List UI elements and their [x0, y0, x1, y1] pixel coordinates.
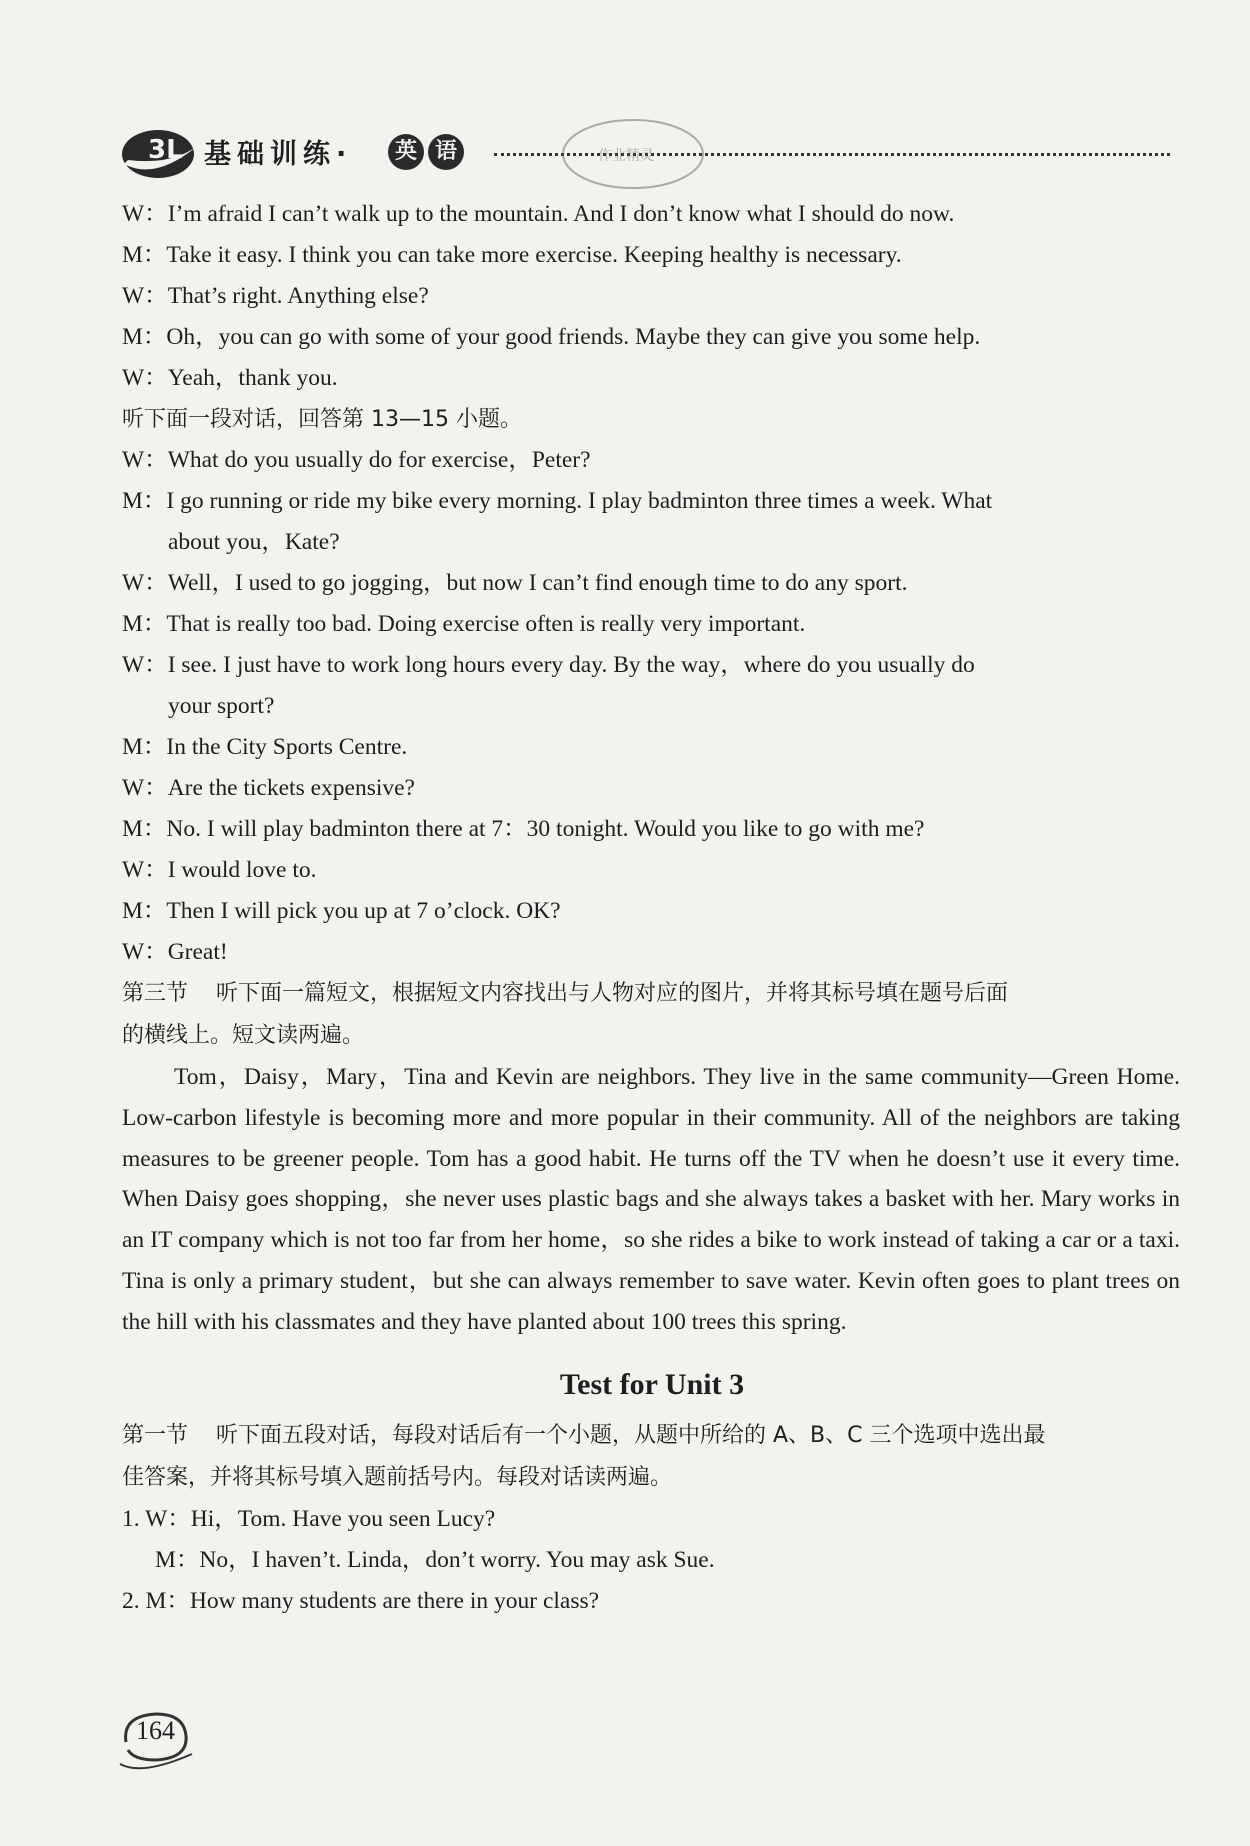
- dialogue-text: Then I will pick you up at 7 o’clock. OK?: [166, 898, 561, 924]
- dialogue-line: [122, 645, 1182, 686]
- dialogue-a: [122, 194, 1182, 399]
- speaker-label: M：: [155, 1546, 200, 1573]
- dialogue-text: In the City Sports Centre.: [166, 734, 408, 760]
- section1-instruction: [122, 1415, 1182, 1499]
- instruction-13-15: 听下面一段对话，回答第 13—15 小题。: [122, 407, 522, 432]
- question-line: [122, 1581, 1182, 1622]
- section3-instruction: [122, 973, 1182, 1057]
- dialogue-line: [122, 563, 1182, 604]
- dialogue-text: That is really too bad. Doing exercise often is really very important.: [166, 611, 806, 637]
- speaker-label: M：: [122, 242, 167, 268]
- speaker-label: W：: [122, 201, 168, 227]
- watermark-stamp-icon: [558, 114, 708, 194]
- logo-text: 3L: [148, 135, 183, 165]
- dialogue-text: How many students are there in your class?: [189, 1587, 600, 1614]
- speaker-label: M：: [122, 611, 167, 637]
- page-number-text: 164: [136, 1716, 175, 1745]
- speaker-label: M：: [145, 1587, 190, 1614]
- test-title: Test for Unit 3: [559, 1367, 745, 1401]
- dialogue-line: [122, 850, 1182, 891]
- dialogue-line: [122, 604, 1182, 645]
- dialogue-text: No，I haven’t. Linda，don’t worry. You may ask Sue.: [199, 1546, 715, 1573]
- stamp-text: 作业精灵: [598, 148, 654, 164]
- speaker-label: M：: [122, 816, 167, 842]
- subject-char-2: 语: [428, 134, 464, 170]
- page-number: [112, 1702, 204, 1776]
- dialogue-text: That’s right. Anything else?: [167, 283, 429, 309]
- dialogue-text: I go running or ride my bike every morning. I play badminton three times a week. What: [166, 488, 993, 514]
- dialogue-text: I’m afraid I can’t walk up to the mountain. And I don’t know what I should do now.: [167, 201, 955, 227]
- section-heading: 第一节: [122, 1422, 189, 1448]
- speaker-label: M：: [122, 324, 167, 350]
- question-number: 1.: [122, 1505, 140, 1532]
- subject-char-1: 英: [388, 134, 424, 170]
- series-title: 基础训练·: [204, 139, 353, 170]
- dialogue-line: [122, 276, 1182, 317]
- dialogue-line: [122, 440, 1182, 481]
- dialogue-line: [122, 235, 1182, 276]
- dialogue-line: [122, 481, 1182, 522]
- dialogue-line: [122, 891, 1182, 932]
- dialogue-text: Oh，you can go with some of your good friends. Maybe they can give you some help.: [166, 324, 981, 350]
- instruction-line-2: 佳答案，并将其标号填入题前括号内。每段对话读两遍。: [122, 1464, 673, 1490]
- speaker-label: W：: [145, 1505, 191, 1532]
- series-logo-icon: [118, 120, 210, 182]
- dialogue-continuation: your sport?: [168, 693, 275, 719]
- dialogue-line: [122, 809, 1182, 850]
- page-content: [122, 194, 1182, 1622]
- speaker-label: W：: [122, 939, 168, 965]
- speaker-label: W：: [122, 570, 168, 596]
- instruction-line-2: 的横线上。短文读两遍。: [122, 1023, 365, 1048]
- dialogue-text: No. I will play badminton there at 7：30 tonight. Would you like to go with me?: [166, 816, 925, 842]
- dialogue-line: [122, 317, 1182, 358]
- page-header: [118, 120, 1178, 190]
- instruction-line-1: 听下面五段对话，每段对话后有一个小题，从题中所给的 A、B、C 三个选项中选出最: [216, 1422, 1046, 1448]
- subject-badge: [388, 130, 472, 174]
- dialogue-line: [122, 727, 1182, 768]
- speaker-label: W：: [122, 775, 168, 801]
- speaker-label: W：: [122, 652, 168, 678]
- dialogue-text: I see. I just have to work long hours every day. By the way，where do you usually do: [167, 652, 975, 678]
- question-line: [122, 1540, 1182, 1581]
- dialogue-b: [122, 440, 1182, 973]
- speaker-label: M：: [122, 734, 167, 760]
- dialogue-text: Well，I used to go jogging，but now I can’t find enough time to do any sport.: [167, 570, 908, 596]
- dialogue-line: [122, 194, 1182, 235]
- speaker-label: W：: [122, 857, 168, 883]
- section-heading: 第三节: [122, 981, 189, 1006]
- dialogue-text: Great!: [167, 939, 228, 965]
- question-1: [122, 1499, 1182, 1581]
- speaker-label: M：: [122, 488, 167, 514]
- dialogue-text: I would love to.: [167, 857, 317, 883]
- passage: [122, 1057, 1180, 1343]
- dialogue-text: Hi，Tom. Have you seen Lucy?: [190, 1505, 496, 1532]
- dialogue-text: Yeah，thank you.: [167, 365, 338, 391]
- passage-text: Tom，Daisy，Mary，Tina and Kevin are neighbors. They live in the same community—Green Home. Low-carbon lifestyle is becoming more and more popular in their community. All of the neighbors are taking measures to be greener people. Tom has a good habit. He turns off the TV when he doesn’t use it every time. When Daisy goes shopping，she never uses plastic bags and she always takes a basket with her. Mary works in an IT company which is not too far from her home，so she rides a bike to work instead of taking a car or a taxi. Tina is only a primary student，but she can always remember to save water. Kevin often goes to plant trees on the hill with his classmates and they have planted about 100 trees this spring.: [122, 1064, 1180, 1335]
- dialogue-line: [122, 768, 1182, 809]
- speaker-label: W：: [122, 283, 168, 309]
- speaker-label: M：: [122, 898, 167, 924]
- dialogue-text: Are the tickets expensive?: [167, 775, 415, 801]
- speaker-label: W：: [122, 365, 168, 391]
- instruction-line-1: 听下面一篇短文，根据短文内容找出与人物对应的图片，并将其标号填在题号后面: [216, 981, 1009, 1006]
- dialogue-line: [122, 358, 1182, 399]
- question-2: [122, 1581, 1182, 1622]
- dialogue-continuation: about you，Kate?: [168, 529, 340, 555]
- question-line: [122, 1499, 1182, 1540]
- dialogue-line: [122, 932, 1182, 973]
- speaker-label: W：: [122, 447, 168, 473]
- question-number: 2.: [122, 1587, 140, 1614]
- dialogue-text: Take it easy. I think you can take more exercise. Keeping healthy is necessary.: [166, 242, 902, 268]
- dialogue-text: What do you usually do for exercise，Peter?: [167, 447, 591, 473]
